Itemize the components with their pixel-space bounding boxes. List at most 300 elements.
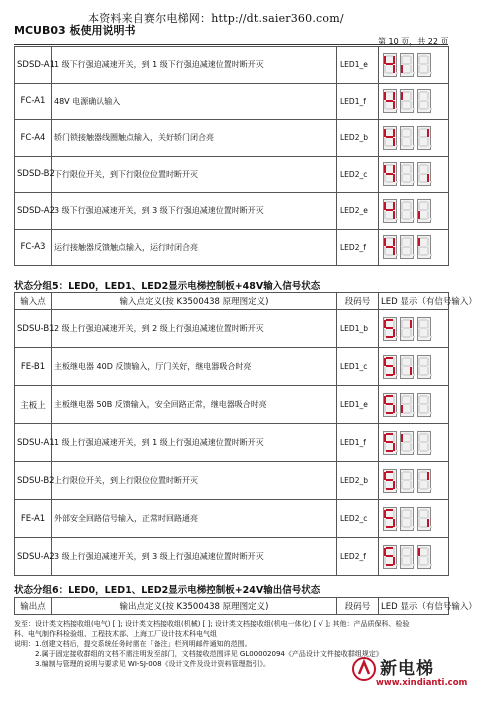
led-segment bbox=[403, 395, 410, 397]
segment-code: LED1_b bbox=[337, 310, 379, 348]
led-segment bbox=[386, 336, 393, 338]
led-segment bbox=[410, 367, 412, 375]
led-digit bbox=[400, 317, 414, 341]
input-definition: 外部安全回路信号输入，正常时回路通亮 bbox=[52, 500, 337, 538]
header-output: 输出点 bbox=[15, 598, 52, 615]
led-dot bbox=[413, 564, 415, 566]
led-dot bbox=[396, 412, 398, 414]
led-segment bbox=[403, 63, 410, 65]
document-title: MCUB03 板使用说明书 bbox=[14, 24, 136, 37]
led-segment bbox=[420, 91, 427, 93]
led-segment bbox=[427, 211, 429, 219]
led-segment bbox=[403, 450, 410, 452]
input-point: SDSU-A1 bbox=[15, 424, 52, 462]
led-dot bbox=[396, 336, 398, 338]
led-dot bbox=[413, 488, 415, 490]
led-segment bbox=[410, 510, 412, 518]
input-definition: 轿门锁接触器线圈触点输入，关好轿门闭合亮 bbox=[52, 120, 337, 157]
note-line: 科、电气制作科检验组、工程技术部、上海工厂设计技术科电气组 bbox=[14, 630, 217, 638]
header-input: 输入点 bbox=[15, 293, 52, 310]
led-segment bbox=[420, 433, 427, 435]
led-segment bbox=[427, 481, 429, 489]
led-digit bbox=[383, 393, 397, 417]
led-segment bbox=[386, 450, 393, 452]
led-segment bbox=[386, 181, 393, 183]
led-segment bbox=[427, 405, 429, 413]
led-segment bbox=[403, 547, 410, 549]
segment-code: LED2_f bbox=[337, 229, 379, 266]
led-segment bbox=[393, 519, 395, 527]
led-segment bbox=[427, 247, 429, 255]
led-segment bbox=[427, 202, 429, 210]
led-segment bbox=[420, 237, 427, 239]
led-segment bbox=[386, 164, 393, 166]
led-segment bbox=[401, 481, 403, 489]
led-dot bbox=[430, 526, 432, 528]
led-segment bbox=[418, 367, 420, 375]
led-digit bbox=[383, 545, 397, 569]
led-segment bbox=[393, 238, 395, 246]
input-definition: 1 级上行强迫减速开关，到 1 级上行强迫减速位置时断开灭 bbox=[52, 424, 337, 462]
segment-code: LED1_e bbox=[337, 47, 379, 84]
segment-code: LED2_b bbox=[337, 462, 379, 500]
led-segment bbox=[403, 209, 410, 211]
led-dot bbox=[430, 108, 432, 110]
input-point: FC-A4 bbox=[15, 120, 52, 157]
led-dot bbox=[413, 181, 415, 183]
led-display bbox=[381, 53, 446, 77]
led-segment bbox=[410, 56, 412, 64]
led-dot bbox=[396, 254, 398, 256]
header-code: 段码号 bbox=[337, 598, 379, 615]
led-segment bbox=[427, 358, 429, 366]
led-digit bbox=[417, 317, 431, 341]
led-segment bbox=[420, 63, 427, 65]
input-point: 主板上 bbox=[15, 386, 52, 424]
led-segment bbox=[384, 138, 386, 146]
led-digit bbox=[417, 235, 431, 259]
led-display-cell bbox=[379, 229, 449, 266]
led-segment bbox=[403, 403, 410, 405]
led-segment bbox=[410, 211, 412, 219]
led-segment bbox=[427, 367, 429, 375]
led-segment bbox=[386, 509, 393, 511]
led-segment bbox=[386, 547, 393, 549]
led-segment bbox=[386, 72, 393, 74]
led-segment bbox=[420, 246, 427, 248]
led-segment bbox=[420, 72, 427, 74]
led-segment bbox=[427, 238, 429, 246]
led-display-cell bbox=[379, 348, 449, 386]
led-segment bbox=[420, 100, 427, 102]
led-dot bbox=[396, 488, 398, 490]
led-segment bbox=[393, 56, 395, 64]
led-segment bbox=[401, 101, 403, 109]
led-segment bbox=[418, 211, 420, 219]
led-segment bbox=[403, 471, 410, 473]
header-definition: 输入点定义(按 K3500438 原理图定义) bbox=[52, 293, 337, 310]
led-segment bbox=[386, 395, 393, 397]
led-segment bbox=[393, 396, 395, 404]
led-dot bbox=[413, 336, 415, 338]
led-segment bbox=[386, 403, 393, 405]
led-segment bbox=[410, 92, 412, 100]
led-segment bbox=[427, 557, 429, 565]
led-display-cell bbox=[379, 462, 449, 500]
led-dot bbox=[413, 218, 415, 220]
led-dot bbox=[430, 181, 432, 183]
input-point: SDSD-A1 bbox=[15, 47, 52, 84]
table-group4-tail bbox=[14, 46, 449, 266]
led-segment bbox=[410, 138, 412, 146]
led-segment bbox=[384, 247, 386, 255]
led-segment bbox=[386, 128, 393, 130]
led-segment bbox=[403, 319, 410, 321]
led-segment bbox=[420, 547, 427, 549]
led-segment bbox=[427, 472, 429, 480]
led-segment bbox=[420, 479, 427, 481]
led-dot bbox=[396, 450, 398, 452]
led-digit bbox=[417, 507, 431, 531]
led-segment bbox=[420, 209, 427, 211]
led-segment bbox=[420, 128, 427, 130]
led-dot bbox=[396, 108, 398, 110]
logo-icon bbox=[352, 654, 376, 684]
led-digit bbox=[383, 317, 397, 341]
led-segment bbox=[393, 434, 395, 442]
led-segment bbox=[410, 434, 412, 442]
input-definition: 主板继电器 50B 反馈输入，安全回路正常，继电器吸合时亮 bbox=[52, 386, 337, 424]
led-dot bbox=[430, 450, 432, 452]
led-segment bbox=[410, 443, 412, 451]
led-segment bbox=[403, 201, 410, 203]
led-segment bbox=[420, 254, 427, 256]
led-digit bbox=[400, 89, 414, 113]
led-display bbox=[381, 355, 446, 379]
led-display bbox=[381, 431, 446, 455]
led-segment bbox=[410, 129, 412, 137]
led-segment bbox=[420, 181, 427, 183]
led-segment bbox=[401, 329, 403, 337]
led-segment bbox=[393, 101, 395, 109]
input-point: SDSU-B2 bbox=[15, 462, 52, 500]
led-digit bbox=[400, 431, 414, 455]
led-segment bbox=[403, 254, 410, 256]
led-segment bbox=[420, 327, 427, 329]
led-segment bbox=[410, 174, 412, 182]
led-dot bbox=[430, 564, 432, 566]
source-note: 本资料来自赛尔电梯网：http://dt.saier360.com/ bbox=[88, 12, 344, 25]
led-segment bbox=[393, 174, 395, 182]
led-digit bbox=[400, 355, 414, 379]
led-segment bbox=[401, 519, 403, 527]
led-segment bbox=[393, 320, 395, 328]
led-segment bbox=[386, 433, 393, 435]
led-digit bbox=[383, 89, 397, 113]
led-display bbox=[381, 235, 446, 259]
led-segment bbox=[418, 101, 420, 109]
led-segment bbox=[418, 519, 420, 527]
led-segment bbox=[420, 509, 427, 511]
led-segment bbox=[410, 472, 412, 480]
segment-code: LED1_c bbox=[337, 348, 379, 386]
led-segment bbox=[401, 367, 403, 375]
led-segment bbox=[386, 517, 393, 519]
led-segment bbox=[393, 165, 395, 173]
led-segment bbox=[418, 405, 420, 413]
led-segment bbox=[386, 209, 393, 211]
segment-code: LED1_f bbox=[337, 424, 379, 462]
led-dot bbox=[396, 564, 398, 566]
led-dot bbox=[413, 108, 415, 110]
led-dot bbox=[430, 336, 432, 338]
led-segment bbox=[384, 329, 386, 337]
led-segment bbox=[393, 557, 395, 565]
led-segment bbox=[427, 56, 429, 64]
led-segment bbox=[420, 441, 427, 443]
led-segment bbox=[403, 509, 410, 511]
input-point: SDSD-B2 bbox=[15, 156, 52, 193]
table-row bbox=[15, 83, 449, 120]
led-segment bbox=[393, 443, 395, 451]
led-segment bbox=[386, 488, 393, 490]
segment-code: LED1_e bbox=[337, 386, 379, 424]
led-segment bbox=[403, 136, 410, 138]
led-segment bbox=[393, 405, 395, 413]
table-row bbox=[15, 348, 449, 386]
led-segment bbox=[420, 164, 427, 166]
led-segment bbox=[386, 365, 393, 367]
led-segment bbox=[386, 526, 393, 528]
led-segment bbox=[420, 357, 427, 359]
led-segment bbox=[386, 63, 393, 65]
led-segment bbox=[403, 526, 410, 528]
led-segment bbox=[384, 405, 386, 413]
header-led: LED 显示（有信号输入） bbox=[379, 293, 449, 310]
led-segment bbox=[420, 450, 427, 452]
led-segment bbox=[418, 247, 420, 255]
input-point: SDSU-A2 bbox=[15, 538, 52, 576]
led-segment bbox=[420, 488, 427, 490]
led-dot bbox=[430, 254, 432, 256]
table-group6 bbox=[14, 597, 477, 615]
led-display bbox=[381, 545, 446, 569]
led-digit bbox=[383, 235, 397, 259]
led-segment bbox=[384, 519, 386, 527]
led-segment bbox=[393, 202, 395, 210]
led-segment bbox=[401, 211, 403, 219]
led-segment bbox=[386, 218, 393, 220]
led-display bbox=[381, 393, 446, 417]
led-segment bbox=[427, 329, 429, 337]
led-digit bbox=[417, 355, 431, 379]
led-segment bbox=[401, 138, 403, 146]
segment-code: LED2_b bbox=[337, 120, 379, 157]
led-segment bbox=[386, 412, 393, 414]
table-row bbox=[15, 310, 449, 348]
input-definition: 1 级下行强迫减速开关，到 1 级下行强迫减速位置时断开灭 bbox=[52, 47, 337, 84]
led-segment bbox=[393, 367, 395, 375]
table-group5 bbox=[14, 292, 477, 576]
led-segment bbox=[418, 138, 420, 146]
table-row bbox=[15, 193, 449, 230]
led-segment bbox=[386, 441, 393, 443]
led-segment bbox=[401, 247, 403, 255]
led-segment bbox=[386, 145, 393, 147]
led-segment bbox=[393, 481, 395, 489]
led-dot bbox=[430, 412, 432, 414]
led-segment bbox=[410, 557, 412, 565]
led-segment bbox=[420, 218, 427, 220]
led-segment bbox=[403, 412, 410, 414]
led-segment bbox=[386, 237, 393, 239]
led-segment bbox=[403, 441, 410, 443]
led-segment bbox=[401, 65, 403, 73]
note-line: 2.属于固定接收群组的文档不需注明发至部门，文档接收范围详见 GL00002094《产品设计文件接收群组规定》 bbox=[14, 650, 383, 658]
led-segment bbox=[420, 564, 427, 566]
led-segment bbox=[386, 173, 393, 175]
led-digit bbox=[383, 355, 397, 379]
watermark-logo bbox=[352, 650, 468, 694]
led-segment bbox=[403, 145, 410, 147]
led-segment bbox=[386, 91, 393, 93]
led-display bbox=[381, 162, 446, 186]
led-segment bbox=[386, 55, 393, 57]
led-display bbox=[381, 89, 446, 113]
led-digit bbox=[383, 469, 397, 493]
input-definition: 运行接触器反馈触点输入，运行时闭合亮 bbox=[52, 229, 337, 266]
led-dot bbox=[396, 526, 398, 528]
led-segment bbox=[410, 101, 412, 109]
led-segment bbox=[403, 237, 410, 239]
led-digit bbox=[400, 199, 414, 223]
led-segment bbox=[420, 403, 427, 405]
led-display-cell bbox=[379, 500, 449, 538]
led-dot bbox=[413, 526, 415, 528]
led-segment bbox=[410, 481, 412, 489]
led-segment bbox=[403, 517, 410, 519]
led-digit bbox=[400, 126, 414, 150]
led-segment bbox=[403, 246, 410, 248]
led-dot bbox=[413, 450, 415, 452]
input-point: FC-A3 bbox=[15, 229, 52, 266]
led-segment bbox=[386, 555, 393, 557]
led-segment bbox=[386, 246, 393, 248]
led-segment bbox=[403, 108, 410, 110]
led-segment bbox=[420, 201, 427, 203]
table-row bbox=[15, 229, 449, 266]
led-dot bbox=[396, 145, 398, 147]
led-segment bbox=[393, 329, 395, 337]
led-segment bbox=[403, 488, 410, 490]
led-digit bbox=[417, 89, 431, 113]
led-display bbox=[381, 317, 446, 341]
led-digit bbox=[417, 53, 431, 77]
led-digit bbox=[383, 431, 397, 455]
led-digit bbox=[400, 162, 414, 186]
table-row bbox=[15, 424, 449, 462]
led-segment bbox=[384, 557, 386, 565]
led-segment bbox=[410, 405, 412, 413]
led-display-cell bbox=[379, 538, 449, 576]
led-segment bbox=[384, 101, 386, 109]
led-segment bbox=[403, 357, 410, 359]
segment-code: LED1_f bbox=[337, 83, 379, 120]
led-segment bbox=[410, 519, 412, 527]
led-segment bbox=[403, 181, 410, 183]
led-segment bbox=[393, 247, 395, 255]
led-display bbox=[381, 126, 446, 150]
led-segment bbox=[410, 247, 412, 255]
led-segment bbox=[418, 557, 420, 565]
table-row bbox=[15, 538, 449, 576]
note-line: 3.编制与管理的说明与要求见 WI-SJ-008《设计文件及设计资料管理指引》。 bbox=[14, 660, 271, 668]
led-display bbox=[381, 469, 446, 493]
input-definition: 2 级上行强迫减速开关，到 2 级上行强迫减速位置时断开灭 bbox=[52, 310, 337, 348]
led-segment bbox=[403, 564, 410, 566]
led-segment bbox=[418, 329, 420, 337]
section6-title: 状态分组6：LED0，LED1、LED2显示电梯控制板+24V输出信号状态 bbox=[14, 585, 321, 596]
led-digit bbox=[400, 53, 414, 77]
led-dot bbox=[413, 412, 415, 414]
led-dot bbox=[430, 72, 432, 74]
input-point: SDSU-B1 bbox=[15, 310, 52, 348]
led-segment bbox=[384, 481, 386, 489]
header-rule bbox=[14, 44, 448, 45]
led-segment bbox=[410, 238, 412, 246]
segment-code: LED2_f bbox=[337, 538, 379, 576]
led-segment bbox=[410, 396, 412, 404]
led-segment bbox=[393, 129, 395, 137]
led-segment bbox=[427, 92, 429, 100]
led-segment bbox=[384, 443, 386, 451]
led-segment bbox=[401, 174, 403, 182]
led-segment bbox=[386, 564, 393, 566]
led-segment bbox=[427, 65, 429, 73]
led-segment bbox=[427, 174, 429, 182]
led-segment bbox=[427, 396, 429, 404]
led-dot bbox=[396, 374, 398, 376]
logo-url: www.xindianti.com bbox=[376, 678, 468, 688]
input-definition: 主板继电器 40D 反馈输入，厅门关好，继电器吸合时亮 bbox=[52, 348, 337, 386]
led-display-cell bbox=[379, 156, 449, 193]
page-number: 第 10 页，共 22 页 bbox=[378, 37, 449, 46]
led-digit bbox=[417, 199, 431, 223]
led-dot bbox=[430, 488, 432, 490]
led-segment bbox=[427, 129, 429, 137]
led-segment bbox=[386, 100, 393, 102]
led-segment bbox=[420, 412, 427, 414]
led-digit bbox=[417, 431, 431, 455]
led-segment bbox=[427, 519, 429, 527]
led-display-cell bbox=[379, 47, 449, 84]
led-segment bbox=[410, 548, 412, 556]
led-digit bbox=[383, 507, 397, 531]
table-row bbox=[15, 500, 449, 538]
input-point: FC-A1 bbox=[15, 83, 52, 120]
header-led: LED 显示（有信号输入） bbox=[379, 598, 449, 615]
led-segment bbox=[420, 395, 427, 397]
led-segment bbox=[401, 405, 403, 413]
led-display-cell bbox=[379, 83, 449, 120]
note-line: 说明：1.创建文档后，提交系统任务时需在「备注」栏列明邮件通知的范围。 bbox=[14, 640, 252, 648]
led-segment bbox=[393, 472, 395, 480]
led-segment bbox=[403, 100, 410, 102]
logo-text: 新电梯 bbox=[380, 659, 434, 679]
led-segment bbox=[418, 65, 420, 73]
input-definition: 3 级下行强迫减速开关，到 3 级下行强迫减速位置时断开灭 bbox=[52, 193, 337, 230]
led-segment bbox=[403, 55, 410, 57]
